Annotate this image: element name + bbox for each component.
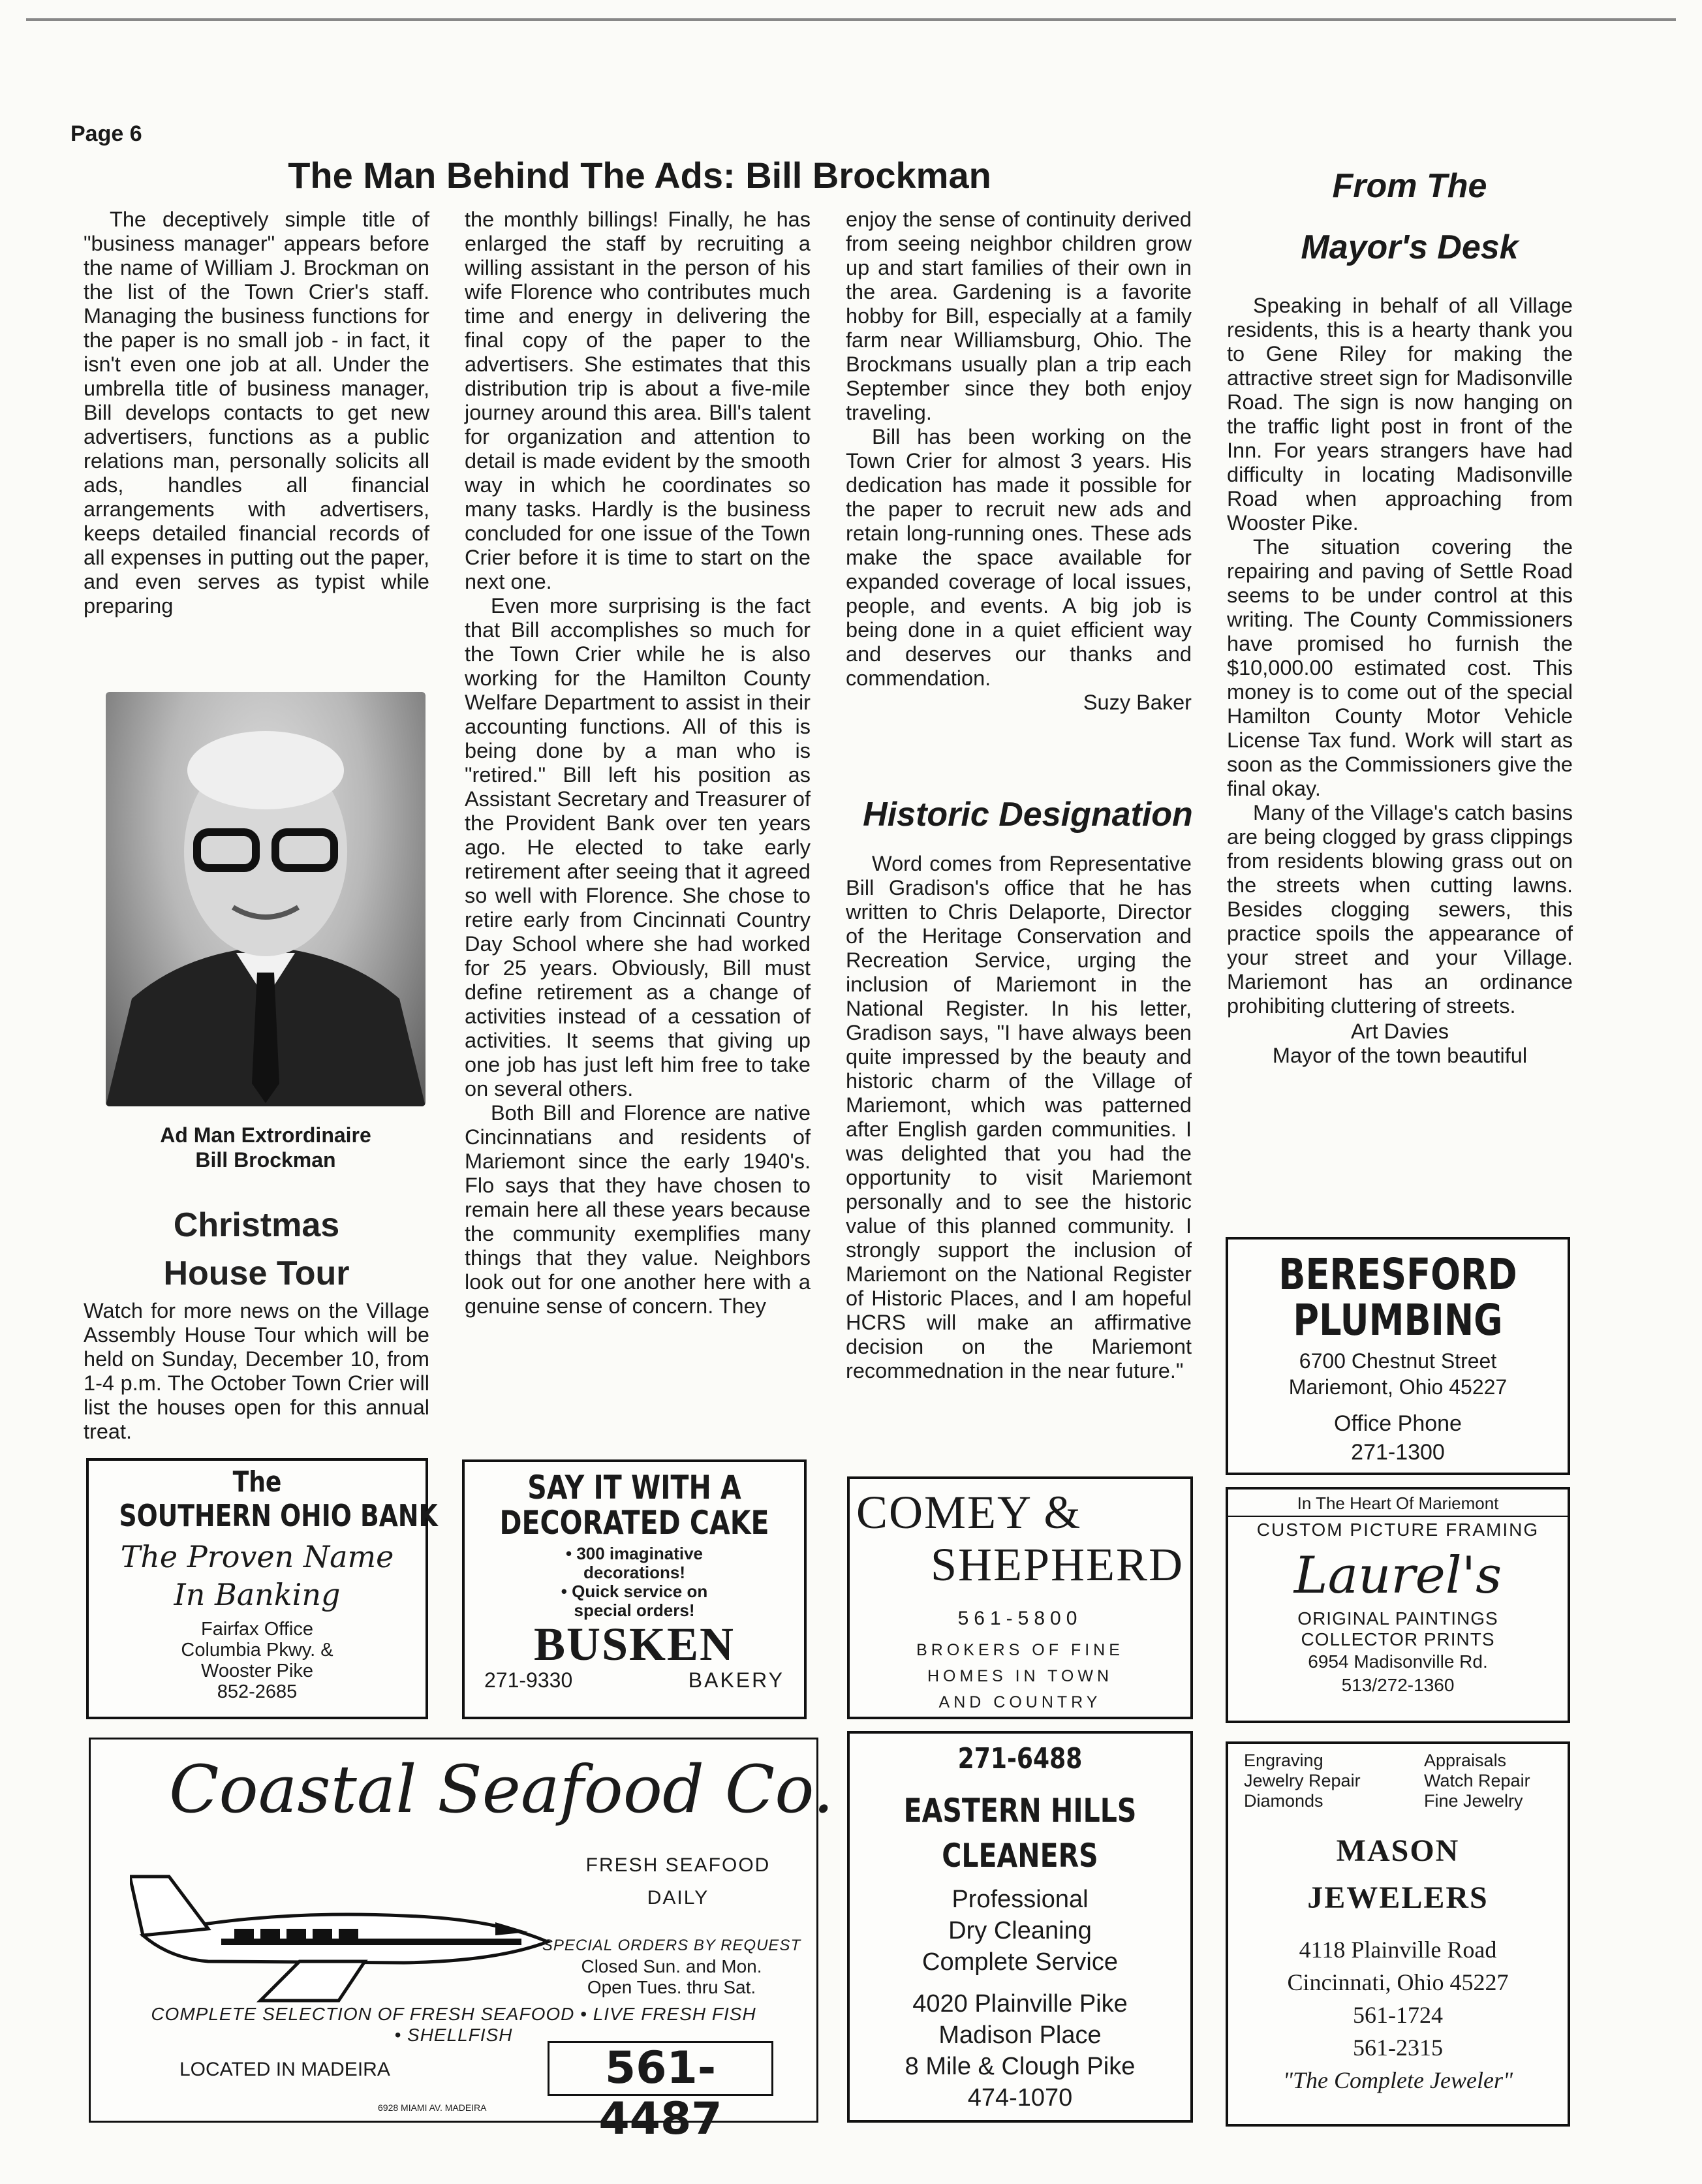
ad-address: 6954 Madisonville Rd.: [1308, 1651, 1488, 1672]
ad-text: COLLECTOR PRINTS: [1301, 1629, 1495, 1649]
ad-text: DAILY: [647, 1887, 709, 1909]
ad-logo: Coastal Seafood Co.: [169, 1751, 834, 1828]
article-column-2: [465, 208, 811, 1318]
portrait-illustration: [106, 692, 425, 1106]
ad-brand-logo: BUSKEN: [533, 1618, 735, 1670]
ad-name: BERESFORD: [1278, 1249, 1517, 1300]
ad-phone: 271-1300: [1351, 1440, 1445, 1465]
ad-text: COMPLETE SELECTION OF FRESH SEAFOOD • LIVE FRESH FISH: [151, 2004, 756, 2024]
article-headline: The Man Behind The Ads: Bill Brockman: [288, 155, 991, 196]
ad-text: Engraving: [1244, 1751, 1323, 1770]
ad-text: Diamonds: [1244, 1791, 1323, 1811]
title-line: Christmas: [173, 1206, 340, 1244]
ad-text: Fairfax Office: [201, 1619, 313, 1640]
ad-slogan: The Proven Name: [120, 1539, 394, 1574]
ad-bullet-text: 300 imaginative: [576, 1544, 703, 1563]
title-line: From The: [1332, 167, 1487, 205]
page-number: Page 6: [70, 121, 142, 146]
ad-eastern-hills-cleaners: [847, 1731, 1193, 2123]
ad-text: In The Heart Of Mariemont: [1228, 1493, 1568, 1517]
ad-text: AND COUNTRY: [938, 1693, 1102, 1711]
ad-laurels-framing: [1226, 1487, 1570, 1723]
ad-text: BAKERY: [688, 1668, 784, 1692]
ad-text: Watch Repair: [1424, 1771, 1530, 1790]
ad-text: Jewelry Repair: [1244, 1771, 1361, 1790]
ad-name: JEWELERS: [1307, 1880, 1489, 1915]
ad-text: FRESH SEAFOOD: [585, 1854, 771, 1876]
ad-name: CLEANERS: [942, 1837, 1098, 1875]
ad-phone: 561-4487: [548, 2041, 773, 2096]
article-author: Suzy Baker: [1083, 691, 1192, 714]
ad-headline: SAY IT WITH A: [527, 1469, 741, 1506]
title-line: House Tour: [163, 1255, 350, 1292]
ad-address: 4020 Plainville Pike: [912, 1990, 1128, 2018]
ad-tagline: "The Complete Jeweler": [1282, 2067, 1513, 2093]
article-paragraph: enjoy the sense of continuity derived from seeing neighbor children grow up and start families of their own in the area. Gardening is a favorite hobby for Bill, especially at a family farm near Williamsburg, Ohio. The Brockmans usually plan a trip each September since they both enjoy traveling.: [846, 208, 1192, 424]
ad-address: Mariemont, Ohio 45227: [1288, 1375, 1508, 1399]
ad-text: Closed Sun. and Mon.: [581, 1956, 762, 1976]
ad-phone: 561-1724: [1353, 2002, 1443, 2028]
ad-phone: 561-5800: [957, 1608, 1083, 1629]
christmas-title: [84, 1201, 429, 1298]
christmas-body: [84, 1299, 429, 1444]
top-rule: [26, 18, 1676, 21]
ad-slogan: In Banking: [174, 1577, 341, 1612]
ad-text: ORIGINAL PAINTINGS: [1297, 1608, 1498, 1629]
mayor-signature: Art Davies: [1351, 1020, 1449, 1043]
ad-headline: DECORATED CAKE: [499, 1504, 769, 1542]
ad-name: SOUTHERN OHIO BANK: [119, 1498, 438, 1533]
article-paragraph: Even more surprising is the fact that Bill accomplishes so much for the Town Crier while he is also working for the Hamilton County Welfare Department to assist in their accounting functions. All of this is being done by a man who is "retired." Bill left his position as Assistant Secretary and Treasurer of the Provident Bank over ten years ago. He elected to take early retirement after seeing that it agreed so well with Florence. She chose to retire early from Cincinnati Country Day School where she had worked for 25 years. Obviously, Bill must define retirement as a change of activities instead of a cessation of activities. It seems that giving up one job has just left him free to take on several others.: [465, 594, 811, 1100]
mayor-paragraph: Many of the Village's catch basins are being clogged by grass clippings from residents blowing grass out on the streets when cutting lawns. Besides clogging sewers, this practice spoils the appearance of your street and your Village. Mariemont has an ordinance prohibiting cluttering of streets.: [1227, 801, 1573, 1018]
ad-logo: Laurel's: [1293, 1546, 1502, 1605]
historic-body: [846, 852, 1192, 1383]
ad-text: Professional: [952, 1886, 1089, 1913]
ad-text: • SHELLFISH: [394, 2025, 513, 2045]
mayor-paragraph: Speaking in behalf of all Village residents, this is a hearty thank you to Gene Riley for making the attractive street sign for Madisonville Road. The sign is now hanging on the traffic light post in front of the Inn. For years strangers have had difficulty in locating Madisonville Road when approaching from Wooster Pike.: [1227, 294, 1573, 535]
ad-busken-bakery: [462, 1459, 807, 1719]
ad-phone: 852-2685: [217, 1681, 298, 1702]
ad-name: The: [232, 1465, 282, 1499]
ad-phone-label: Office Phone: [1334, 1411, 1462, 1436]
ad-southern-ohio-bank: [86, 1458, 438, 1719]
caption-line: Ad Man Extrordinaire: [160, 1123, 371, 1147]
ad-mason-jewelers: [1226, 1741, 1570, 2127]
ad-phone: 474-1070: [967, 2084, 1073, 2112]
ad-text: SPECIAL ORDERS BY REQUEST: [542, 1937, 801, 1954]
ad-phone: 271-9330: [484, 1668, 573, 1692]
ad-name: COMEY &: [856, 1486, 1082, 1538]
ad-address: 4118 Plainville Road: [1299, 1937, 1497, 1963]
article-paragraph: The deceptively simple title of "business manager" appears before the name of William J. Brockman on the list of the Town Crier's staff. Managing the business functions for the paper is no small job - in fact, it isn't even one job at all. Under the umbrella title of business manager, Bill develops contacts to get new advertisers, functions as a public relations man, personally solicits all ads, handles all financial arrangements with advertisers, keeps detailed financial records of all expenses in putting out the paper, and even serves as typist while preparing: [84, 208, 429, 617]
article-column-1: [84, 208, 429, 618]
mayor-signature-title: Mayor of the town beautiful: [1272, 1044, 1528, 1067]
mayor-column: [1227, 294, 1573, 1068]
ad-text: BROKERS OF FINE: [916, 1641, 1124, 1659]
mayor-title: [1227, 155, 1592, 278]
ad-text: CUSTOM PICTURE FRAMING: [1256, 1520, 1540, 1540]
ad-bullet-text: special orders!: [574, 1600, 695, 1620]
ad-text: Columbia Pkwy. &: [181, 1640, 333, 1661]
ad-bullet-text: decorations!: [583, 1563, 686, 1582]
ad-address: Cincinnati, Ohio 45227: [1287, 1969, 1509, 1995]
caption-line: Bill Brockman: [195, 1148, 336, 1172]
article-paragraph: Bill has been working on the Town Crier for almost 3 years. His dedication has made it possible for the paper to recruit new ads and retain long-running ones. These ads make the space available for expanded coverage of local issues, people, and events. A big job is being done in a quiet efficient way and deserves our thanks and commendation.: [846, 425, 1192, 690]
ad-text: Fine Jewelry: [1424, 1791, 1523, 1811]
ad-name: SHEPHERD: [930, 1538, 1184, 1591]
photo-caption: [106, 1123, 425, 1172]
ad-phone: 271-6488: [957, 1742, 1083, 1775]
article-column-3: [846, 208, 1192, 715]
ad-name: EASTERN HILLS: [903, 1792, 1137, 1830]
ad-text: Dry Cleaning: [948, 1917, 1092, 1944]
ad-address: 6700 Chestnut Street: [1299, 1349, 1497, 1373]
mayor-paragraph: The situation covering the repairing and paving of Settle Road seems to be under control at this writing. The County Commissioners have promised ho furnish the $10,000.00 estimated cost. This money is to come out of the special Hamilton County Motor Vehicle License Tax fund. Work will start as soon as the Commissioners give the final okay.: [1227, 535, 1573, 800]
ad-phone: 513/272-1360: [1341, 1675, 1455, 1695]
ad-name: PLUMBING: [1293, 1295, 1503, 1345]
ad-address: 8 Mile & Clough Pike: [905, 2053, 1136, 2080]
ad-phone: 561-2315: [1353, 2035, 1443, 2061]
ad-name: MASON: [1336, 1833, 1460, 1868]
ad-bullet-text: Quick service on: [572, 1582, 708, 1601]
ad-address: 6928 MIAMI AV. MADEIRA: [378, 2102, 487, 2113]
article-paragraph: the monthly billings! Finally, he has enlarged the staff by recruiting a willing assistant in the person of his wife Florence who contributes much time and energy in delivering the final copy of the paper to the advertisers. She estimates that this distribution trip is about a five-mile journey around this area. Bill's talent for organization and attention to detail is made evident by the smooth way in which he coordinates so many tasks. Hardly is the business concluded for one issue of the Town Crier before it is time to start on the next one.: [465, 208, 811, 593]
ad-text: Appraisals: [1424, 1751, 1507, 1770]
historic-title: Historic Designation: [863, 796, 1193, 834]
title-line: Mayor's Desk: [1301, 228, 1519, 266]
historic-paragraph: Word comes from Representative Bill Gradison's office that he has written to Chris Delaporte, Director of the Heritage Conservation and Recreation Service, urging the inclusion of Mariemont in the National Register. In his letter, Gradison says, "I have always been quite impressed by the beauty and historic charm of the Village of Mariemont, which was patterned after English garden communities. I was delighted that you had the opportunity to visit Mariemont personally and to see the historic value of this planned community. I strongly support the inclusion of Mariemont on the National Register of Historic Places, and I am hopeful HCRS will make an affirmative decision on the Mariemont recommednation in the near future.": [846, 852, 1192, 1382]
ad-text: Open Tues. thru Sat.: [587, 1977, 756, 1997]
portrait-photo: [106, 692, 425, 1106]
ad-text: HOMES IN TOWN: [927, 1667, 1113, 1685]
ad-beresford-plumbing: [1226, 1237, 1570, 1475]
christmas-paragraph: Watch for more news on the Village Assembly House Tour which will be held on Sunday, December 10, from 1-4 p.m. The October Town Crier will list the houses open for this annual treat.: [84, 1299, 429, 1443]
airplane-illustration: [130, 1837, 561, 2007]
ad-bullet: • Quick service on: [561, 1582, 708, 1601]
ad-address: Madison Place: [938, 2021, 1102, 2049]
ad-text: Wooster Pike: [201, 1661, 313, 1681]
ad-coastal-seafood: [89, 1738, 834, 2145]
ad-bullet: • 300 imaginative: [566, 1544, 703, 1563]
article-paragraph: Both Bill and Florence are native Cincinnatians and residents of Mariemont since the early 1940's. Flo says that they have chosen to remain here all these years because the community exemplifies many things that they value. Neighbors look out for one another here with a genuine sense of concern. They: [465, 1101, 811, 1318]
ad-text: Complete Service: [922, 1948, 1118, 1976]
ad-comey-shepherd: [847, 1476, 1193, 1719]
ad-text: LOCATED IN MADEIRA: [179, 2059, 390, 2080]
